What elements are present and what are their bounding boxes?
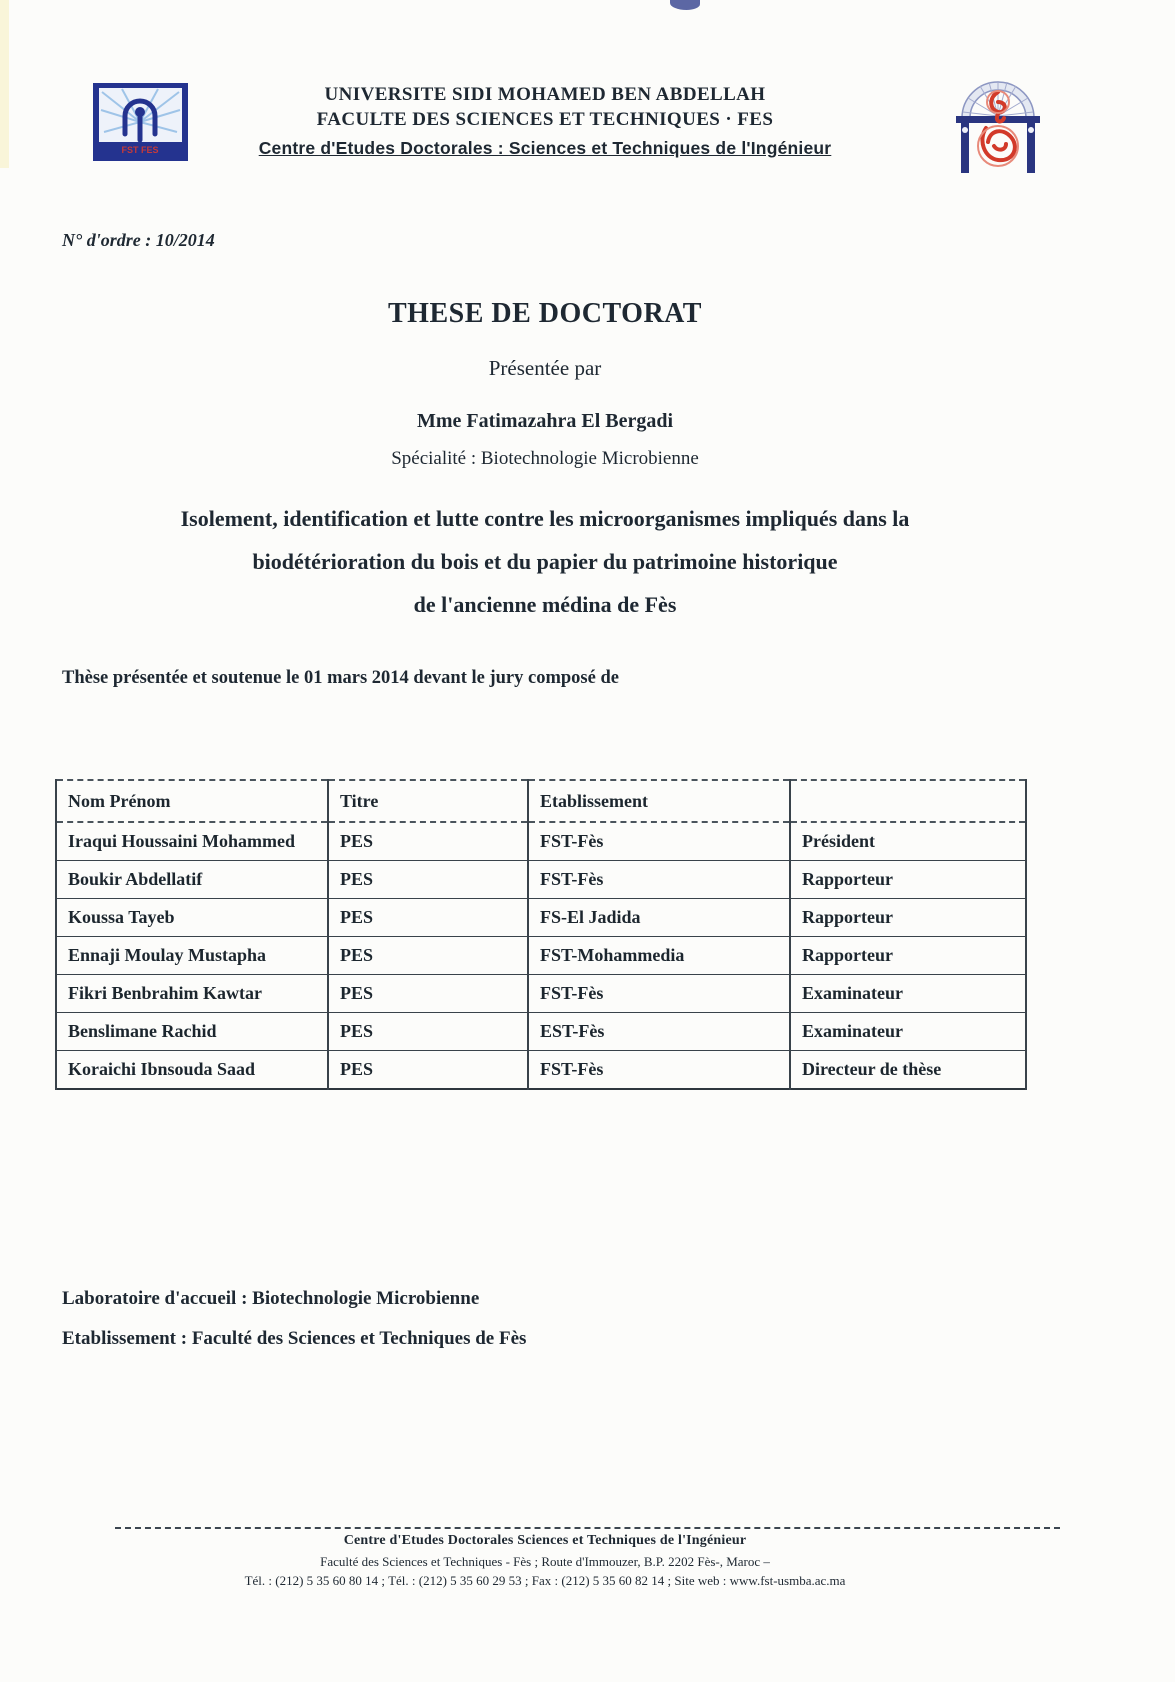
jury-member-title: PES (328, 899, 528, 937)
institution-header (200, 84, 890, 159)
defense-statement: Thèse présentée et soutenue le 01 mars 2014 devant le jury composé de (62, 668, 619, 688)
jury-member-establishment: FST-Fès (528, 861, 790, 899)
jury-member-title: PES (328, 1013, 528, 1051)
jury-member-title: PES (328, 937, 528, 975)
scan-edge-artifact (0, 0, 9, 168)
table-row (56, 937, 1026, 975)
jury-member-role: Président (790, 822, 1026, 861)
jury-member-name: Ennaji Moulay Mustapha (56, 937, 328, 975)
jury-member-role: Rapporteur (790, 861, 1026, 899)
thesis-title-line3: de l'ancienne médina de Fès (413, 592, 677, 617)
jury-member-establishment: FST-Fès (528, 822, 790, 861)
jury-table-header-row (56, 780, 1026, 822)
jury-member-name: Koussa Tayeb (56, 899, 328, 937)
jury-col-role (790, 780, 1026, 822)
table-row (56, 822, 1026, 861)
jury-member-role: Rapporteur (790, 899, 1026, 937)
specialty-line: Spécialité : Biotechnologie Microbienne (391, 448, 699, 469)
jury-member-name: Fikri Benbrahim Kawtar (56, 975, 328, 1013)
thesis-title-line1: Isolement, identification et lutte contre les microorganismes impliqués dans la (180, 506, 910, 531)
table-row (56, 1051, 1026, 1090)
faculty-name: FACULTE DES SCIENCES ET TECHNIQUES · FES (316, 109, 774, 130)
scan-ink-smudge (670, 0, 700, 10)
jury-member-establishment: FST-Mohammedia (528, 937, 790, 975)
usmba-arch-logo-icon (948, 66, 1048, 184)
university-name: UNIVERSITE SIDI MOHAMED BEN ABDELLAH (324, 84, 766, 105)
fst-fes-logo-caption: FST FES (121, 145, 159, 155)
jury-col-name: Nom Prénom (56, 780, 328, 822)
jury-member-establishment: EST-Fès (528, 1013, 790, 1051)
jury-member-role: Examinateur (790, 975, 1026, 1013)
jury-member-title: PES (328, 975, 528, 1013)
table-row (56, 861, 1026, 899)
author-name: Mme Fatimazahra El Bergadi (416, 410, 674, 432)
order-number: N° d'ordre : 10/2014 (62, 230, 215, 250)
table-row (56, 899, 1026, 937)
footer-center-name: Centre d'Etudes Doctorales Sciences et Techniques de l'Ingénieur (343, 1533, 747, 1548)
table-row (56, 975, 1026, 1013)
jury-member-name: Boukir Abdellatif (56, 861, 328, 899)
table-row (56, 1013, 1026, 1051)
jury-col-establishment: Etablissement (528, 780, 790, 822)
fst-fes-logo (92, 82, 189, 162)
jury-member-role: Directeur de thèse (790, 1051, 1026, 1090)
host-laboratory-line: Laboratoire d'accueil : Biotechnologie Microbienne (62, 1288, 480, 1309)
jury-member-title: PES (328, 861, 528, 899)
establishment-line: Etablissement : Faculté des Sciences et Techniques de Fès (62, 1328, 527, 1349)
fst-fes-logo-icon (92, 82, 189, 162)
jury-member-title: PES (328, 822, 528, 861)
jury-member-establishment: FS-El Jadida (528, 899, 790, 937)
usmba-arch-logo (948, 66, 1048, 184)
jury-col-title: Titre (328, 780, 528, 822)
jury-member-establishment: FST-Fès (528, 1051, 790, 1090)
thesis-heading: THESE DE DOCTORAT (388, 298, 702, 329)
jury-member-name: Koraichi Ibnsouda Saad (56, 1051, 328, 1090)
thesis-title-line2: biodétérioration du bois et du papier du patrimoine historique (252, 549, 838, 574)
jury-member-role: Examinateur (790, 1013, 1026, 1051)
footer-contacts: Tél. : (212) 5 35 60 80 14 ; Tél. : (212) 5 35 60 29 53 ; Fax : (212) 5 35 60 82 14 ; Site web : www.fst-usmba.ac.ma (244, 1573, 846, 1588)
footer-address: Faculté des Sciences et Techniques - Fès ; Route d'Immouzer, B.P. 2202 Fès-, Maroc – (320, 1554, 770, 1569)
footer-divider (115, 1527, 1060, 1529)
jury-member-title: PES (328, 1051, 528, 1090)
jury-member-name: Iraqui Houssaini Mohammed (56, 822, 328, 861)
doctoral-center-name: Centre d'Etudes Doctorales : Sciences et Techniques de l'Ingénieur (258, 138, 832, 158)
jury-member-name: Benslimane Rachid (56, 1013, 328, 1051)
jury-member-establishment: FST-Fès (528, 975, 790, 1013)
presented-by-label: Présentée par (488, 356, 602, 380)
jury-member-role: Rapporteur (790, 937, 1026, 975)
jury-table (55, 779, 1027, 1090)
